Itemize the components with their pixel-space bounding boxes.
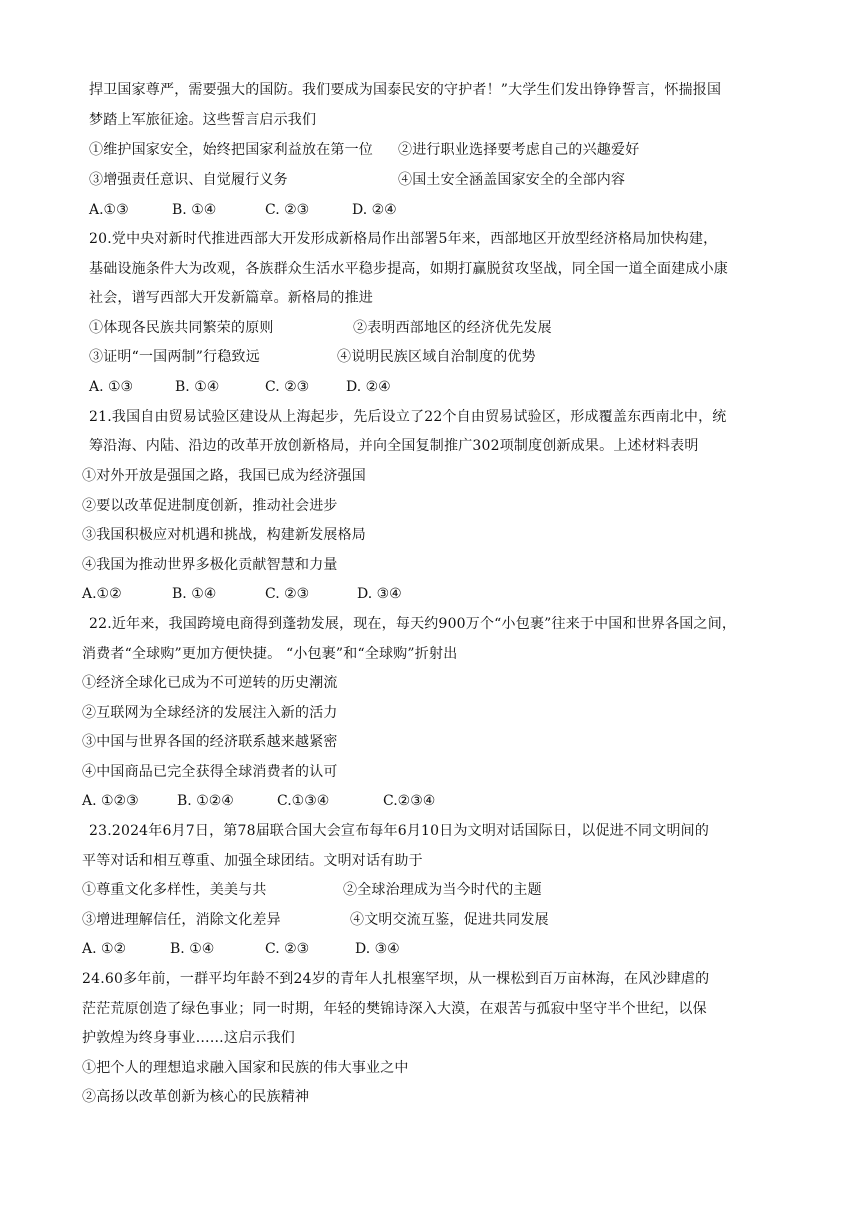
q24-stem-line-1: 24.60多年前，一群平均年龄不到24岁的青年人扎根塞罕坝，从一棵松到百万亩林海，在风沙肆虐的 <box>82 971 710 987</box>
q20-statement-3: ③证明“一国两制”行稳致远 <box>89 349 260 365</box>
q21-option-b: B. ①④ <box>172 586 217 602</box>
q20-option-d: D. ②④ <box>346 379 391 395</box>
q22-option-d: C.②③④ <box>383 793 436 809</box>
q21-statement-1: ①对外开放是强国之路，我国已成为经济强国 <box>82 468 366 484</box>
q23-statement-4: ④文明交流互鉴，促进共同发展 <box>350 912 549 928</box>
q21-stem-line-1: 21.我国自由贸易试验区建设从上海起步，先后设立了22个自由贸易试验区，形成覆盖东西南北中，统 <box>89 409 727 425</box>
q19-stem-line-2: 梦踏上军旅征途。这些誓言启示我们 <box>89 112 317 128</box>
q24-stem-line-2: 茫茫荒原创造了绿色事业；同一时期，年轻的樊锦诗深入大漠，在艰苦与孤寂中坚守半个世纪，以保 <box>82 1001 707 1017</box>
q23-option-b: B. ①④ <box>170 941 215 957</box>
q20-option-a: A. ①③ <box>89 379 134 395</box>
q20-stem-line-1: 20.党中央对新时代推进西部大开发形成新格局作出部署5年来，西部地区开放型经济格局加快构建， <box>89 231 718 247</box>
q23-statement-1: ①尊重文化多样性，美美与共 <box>82 882 267 898</box>
q23-statement-2: ②全球治理成为当今时代的主题 <box>343 882 542 898</box>
q23-option-c: C. ②③ <box>265 941 310 957</box>
q22-statement-3: ③中国与世界各国的经济联系越来越紧密 <box>82 734 338 750</box>
q21-statement-4: ④我国为推动世界多极化贡献智慧和力量 <box>82 557 338 573</box>
q20-stem-line-3: 社会，谱写西部大开发新篇章。新格局的推进 <box>89 290 373 306</box>
q19-statement-4: ④国土安全涵盖国家安全的全部内容 <box>398 172 626 188</box>
q23-option-d: D. ③④ <box>355 941 400 957</box>
q20-statement-1: ①体现各民族共同繁荣的原则 <box>89 320 274 336</box>
q20-stem-line-2: 基础设施条件大为改观，各族群众生活水平稳步提高，如期打赢脱贫攻坚战，同全国一道全面建成小康 <box>89 261 728 277</box>
q19-option-c: C. ②③ <box>265 202 310 218</box>
q22-stem-line-1: 22.近年来，我国跨境电商得到蓬勃发展，现在，每天约900万个“小包裹”往来于中国和世界各国之间， <box>89 616 737 632</box>
q22-stem-line-2: 消费者“全球购”更加方便快捷。 “小包裹”和“全球购”折射出 <box>82 646 458 662</box>
q20-option-c: C. ②③ <box>265 379 310 395</box>
q19-statement-1: ①维护国家安全，始终把国家利益放在第一位 <box>89 142 373 158</box>
q21-statement-2: ②要以改革促进制度创新，推动社会进步 <box>82 498 338 514</box>
q24-statement-1: ①把个人的理想追求融入国家和民族的伟大事业之中 <box>82 1060 409 1076</box>
q24-stem-line-3: 护敦煌为终身事业……这启示我们 <box>82 1030 295 1046</box>
q19-statement-2: ②进行职业选择要考虑自己的兴趣爱好 <box>398 142 640 158</box>
q21-option-a: A.①② <box>82 586 122 602</box>
q22-statement-1: ①经济全球化已成为不可逆转的历史潮流 <box>82 675 338 691</box>
q19-statement-3: ③增强责任意识、自觉履行义务 <box>89 172 288 188</box>
q23-statement-3: ③增进理解信任，消除文化差异 <box>82 912 281 928</box>
q20-option-b: B. ①④ <box>175 379 220 395</box>
q21-stem-line-2: 筹沿海、内陆、沿边的改革开放创新格局，并向全国复制推广302项制度创新成果。上述材料表明 <box>89 438 699 454</box>
q22-option-a: A. ①②③ <box>82 793 139 809</box>
q20-statement-4: ④说明民族区域自治制度的优势 <box>337 349 536 365</box>
q22-statement-4: ④中国商品已完全获得全球消费者的认可 <box>82 764 338 780</box>
q21-option-d: D. ③④ <box>357 586 402 602</box>
q22-option-b: B. ①②④ <box>177 793 234 809</box>
q22-option-c: C.①③④ <box>277 793 330 809</box>
q23-option-a: A. ①② <box>82 941 127 957</box>
q23-stem-line-1: 23.2024年6月7日，第78届联合国大会宣布每年6月10日为文明对话国际日，以促进不同文明间的 <box>89 823 710 839</box>
q21-option-c: C. ②③ <box>265 586 310 602</box>
q24-statement-2: ②高扬以改革创新为核心的民族精神 <box>82 1089 310 1105</box>
q19-stem-line-1: 捍卫国家尊严，需要强大的国防。我们要成为国泰民安的守护者！”大学生们发出铮铮誓言，怀揣报国 <box>89 82 722 98</box>
q19-option-d: D. ②④ <box>352 202 397 218</box>
q19-option-a: A.①③ <box>89 202 129 218</box>
q21-statement-3: ③我国积极应对机遇和挑战，构建新发展格局 <box>82 527 366 543</box>
q22-statement-2: ②互联网为全球经济的发展注入新的活力 <box>82 705 338 721</box>
q20-statement-2: ②表明西部地区的经济优先发展 <box>353 320 552 336</box>
q19-option-b: B. ①④ <box>172 202 217 218</box>
q23-stem-line-2: 平等对话和相互尊重、加强全球团结。文明对话有助于 <box>82 853 423 869</box>
